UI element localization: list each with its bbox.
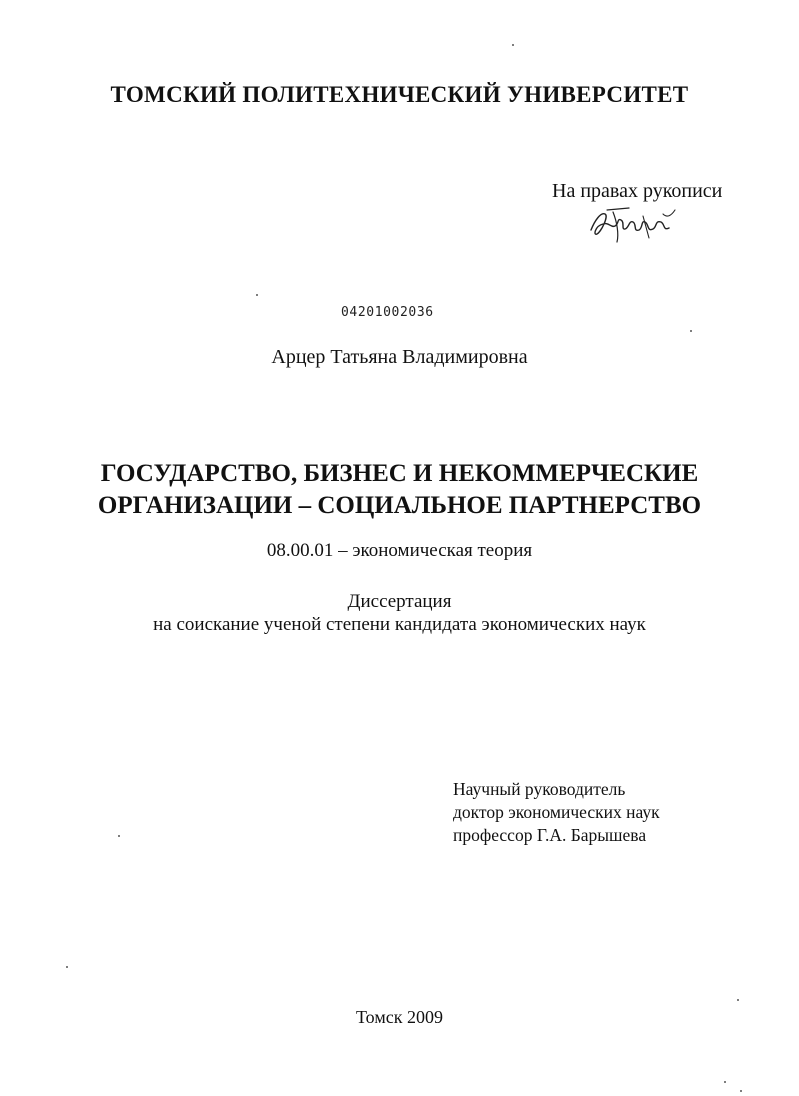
scan-speck [118,835,120,837]
dissertation-label: Диссертация [347,591,452,612]
supervisor-role: Научный руководитель [453,779,626,799]
title-line-2: ОРГАНИЗАЦИИ – СОЦИАЛЬНОЕ ПАРТНЕРСТВО [97,492,702,519]
supervisor-degree: доктор экономических наук [453,802,660,822]
scan-speck [66,966,68,968]
scan-speck [256,294,258,296]
scan-speck [724,1081,726,1083]
author-name: Арцер Татьяна Владимировна [271,346,528,368]
degree-sought: на соискание ученой степени кандидата экономических наук [153,614,646,635]
title-line-1: ГОСУДАРСТВО, БИЗНЕС И НЕКОММЕРЧЕСКИЕ [100,460,699,487]
catalog-number: 04201002036 [341,305,434,320]
scan-speck [740,1090,742,1092]
signature-image [583,198,683,244]
scan-speck [737,999,739,1001]
city-year: Томск 2009 [356,1007,443,1027]
dissertation-type [0,590,799,636]
scan-speck [512,44,514,46]
supervisor-name: профессор Г.А. Барышева [453,825,647,845]
supervisor-block [453,778,660,847]
rights-note: На правах рукописи [552,180,723,202]
specialty-code: 08.00.01 – экономическая теория [266,540,533,561]
university-name: ТОМСКИЙ ПОЛИТЕХНИЧЕСКИЙ УНИВЕРСИТЕТ [110,82,689,107]
dissertation-title [0,458,799,522]
scan-speck [690,330,692,332]
